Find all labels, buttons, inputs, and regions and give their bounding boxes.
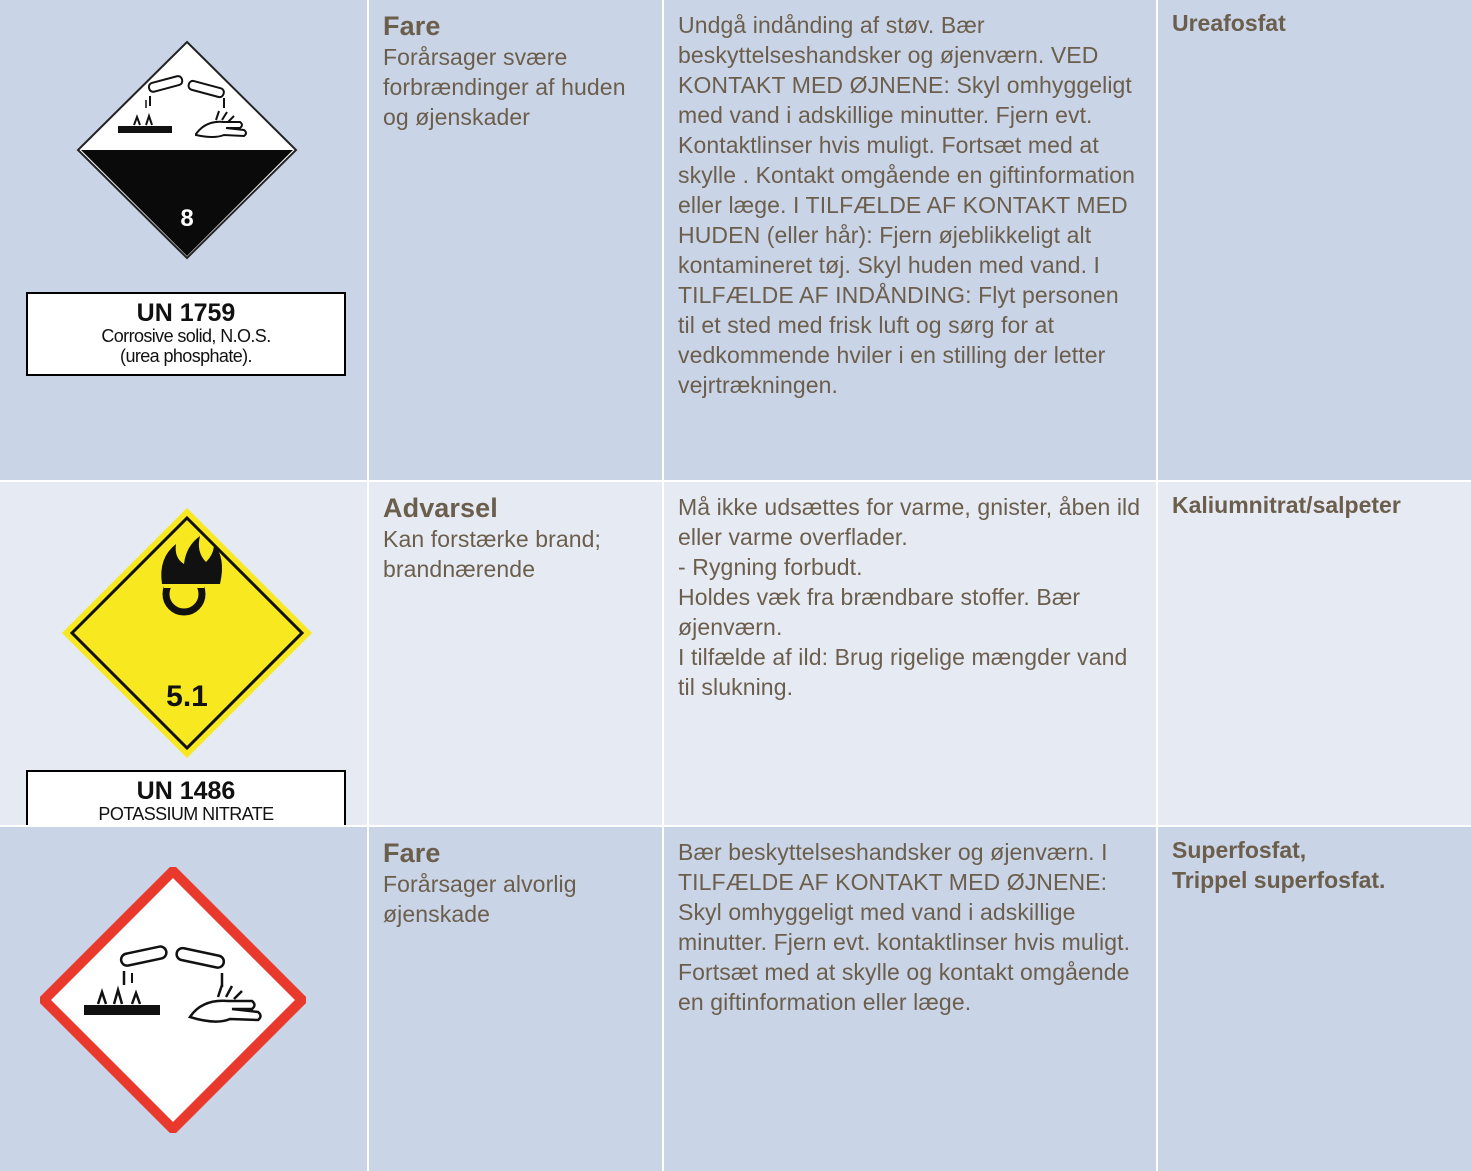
hazard-cell	[367, 0, 662, 480]
ghs-corrosion-pictogram-icon	[40, 867, 306, 1133]
signal-word: Fare	[383, 11, 441, 41]
hazard-statement: Forårsager alvorlig øjenskade	[383, 871, 577, 927]
hazard-statement: Forårsager svære forbrændinger af huden og øjenskader	[383, 44, 626, 130]
pictogram-cell	[0, 482, 367, 825]
un-number: UN 1486	[136, 777, 236, 805]
oxidizer-class-5-1-placard-icon	[60, 506, 314, 760]
substance-name: Superfosfat, Trippel superfosfat.	[1156, 827, 1471, 1171]
precaution-statement: Bær beskyttelseshandsker og øjenværn. I TILFÆLDE AF KONTAKT MED ØJNENE: Skyl omhyggeligt med vand i adskillige minutter. Fjern evt. kontaktlinser hvis muligt. Fortsæt med at skylle og kontakt omgående en giftinformation eller læge.	[662, 827, 1156, 1171]
un-label	[26, 770, 346, 825]
hazard-cell	[367, 482, 662, 825]
table-row	[0, 827, 1471, 1171]
hazard-cell	[367, 827, 662, 1171]
un-number: UN 1759	[136, 299, 236, 327]
un-label	[26, 292, 346, 376]
table-row	[0, 482, 1471, 825]
row-divider	[0, 480, 1471, 482]
substance-name: Ureafosfat	[1156, 0, 1471, 480]
un-proper-name: POTASSIUM NITRATE	[98, 804, 274, 824]
precaution-statement: Må ikke udsættes for varme, gnister, åben ild eller varme overflader. - Rygning forbudt. Holdes væk fra brændbare stoffer. Bær øjenværn. I tilfælde af ild: Brug rigelige mængder vand til slukning.	[662, 482, 1156, 825]
un-proper-name: Corrosive solid, N.O.S.	[101, 326, 271, 346]
row-divider	[0, 825, 1471, 827]
hazard-statement: Kan forstærke brand; brandnærende	[383, 526, 602, 582]
svg-text:8: 8	[180, 205, 194, 232]
substance-name: Kaliumnitrat/salpeter	[1156, 482, 1471, 825]
un-proper-name-detail: (urea phosphate).	[120, 346, 252, 366]
signal-word: Advarsel	[383, 493, 498, 523]
signal-word: Fare	[383, 838, 441, 868]
pictogram-cell	[0, 827, 367, 1171]
corrosive-class-8-placard-icon	[76, 40, 298, 260]
table-row	[0, 0, 1471, 480]
precaution-statement: Undgå indånding af støv. Bær beskyttelseshandsker og øjenværn. VED KONTAKT MED ØJNENE: Skyl omhyggeligt med vand i adskillige minutter. Fjern evt. Kontaktlinser hvis muligt. Fortsæt med at skylle . Kontakt omgående en giftinformation eller læge. I TILFÆLDE AF KONTAKT MED HUDEN (eller hår): Fjern øjeblikkeligt alt kontamineret tøj. Skyl huden med vand. I TILFÆLDE AF INDÅNDING: Flyt personen til et sted med frisk luft og sørg for at vedkommende hviler i en stilling der letter vejrtrækningen.	[662, 0, 1156, 480]
pictogram-cell	[0, 0, 367, 480]
svg-text:5.1: 5.1	[166, 680, 208, 713]
